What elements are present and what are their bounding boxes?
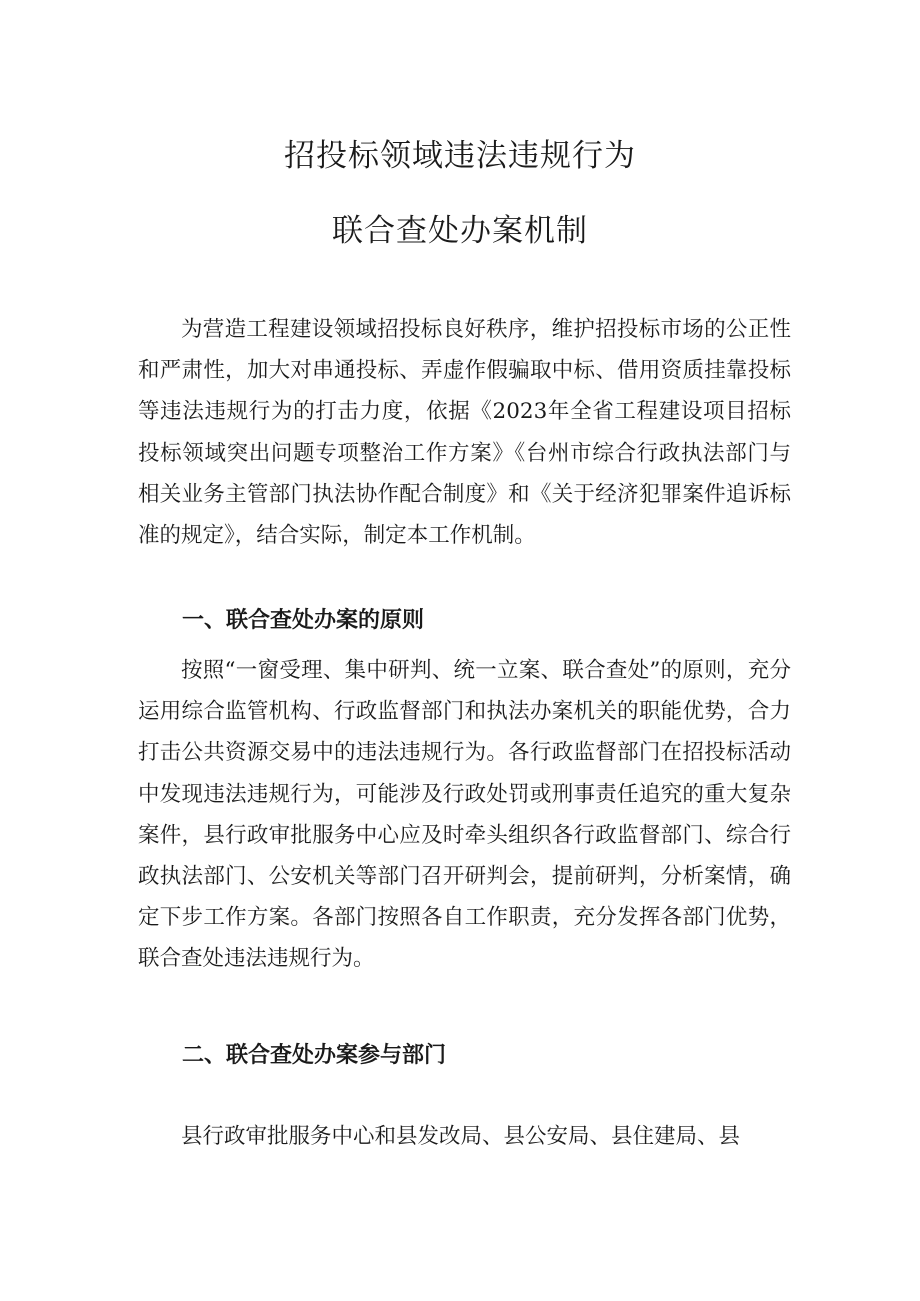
document-title-line-1: 招投标领域违法违规行为 (284, 138, 636, 174)
document-title-line-2: 联合查处办案机制 (332, 213, 588, 249)
intro-paragraph: 为营造工程建设领域招投标良好秩序，维护招投标市场的公正性和严肃性，加大对串通投标、弄虚作假骗取中标、借用资质挂靠投标等违法违规行为的打击力度，依据《2023年全省工程建设项目招标投标领域突出问题专项整治工作方案》《台州市综合行政执法部门与相关业务主管部门执法协作配合制度》和《关于经济犯罪案件追诉标准的规定》，结合实际，制定本工作机制。 (138, 317, 791, 549)
section-heading-departments: 二、联合查处办案参与部门 (182, 1043, 447, 1068)
section-paragraph-departments: 县行政审批服务中心和县发改局、县公安局、县住建局、县 (181, 1124, 741, 1149)
section-heading-principles: 一、联合查处办案的原则 (182, 608, 425, 633)
section-paragraph-principles: 按照“一窗受理、集中研判、统一立案、联合查处”的原则，充分运用综合监管机构、行政监督部门和执法办案机关的职能优势，合力打击公共资源交易中的违法违规行为。各行政监督部门在招投标活动中发现违法违规行为，可能涉及行政处罚或刑事责任追究的重大复杂案件，县行政审批服务中心应及时牵头组织各行政监督部门、综合行政执法部门、公安机关等部门召开研判会，提前研判，分析案情，确定下步工作方案。各部门按照各自工作职责，充分发挥各部门优势，联合查处违法违规行为。 (138, 658, 791, 972)
